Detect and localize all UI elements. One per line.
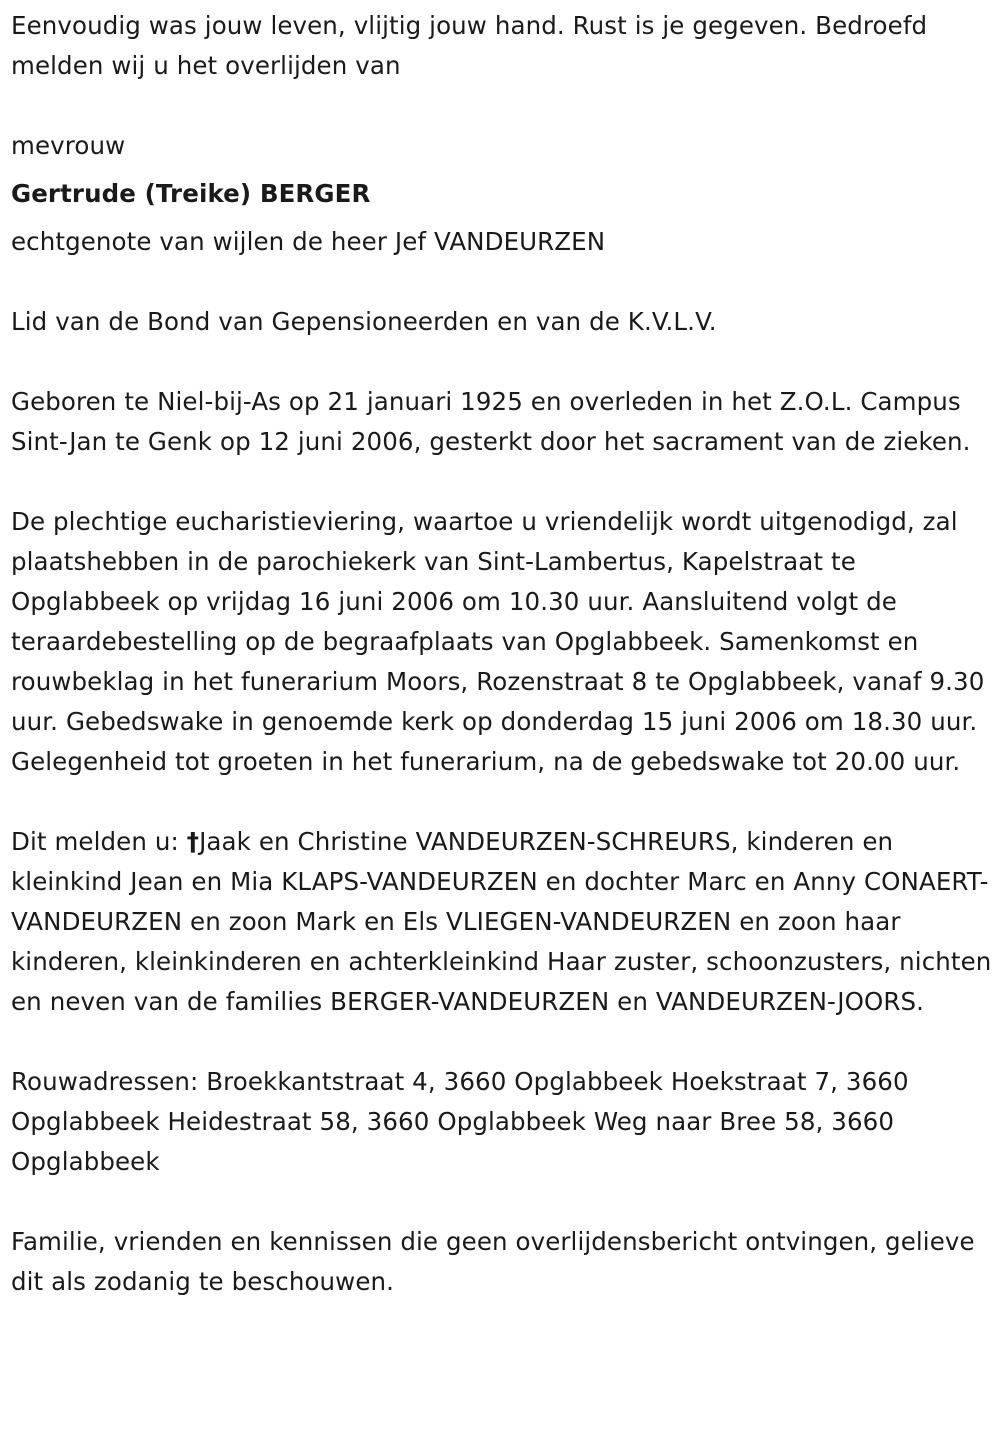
- spacer: [11, 1022, 996, 1062]
- addresses-text: Rouwadressen: Broekkantstraat 4, 3660 Opglabbeek Hoekstraat 7, 3660 Opglabbeek Heidestraat 58, 3660 Opglabbeek Weg naar Bree 58, 3660 Opglabbeek: [11, 1067, 909, 1176]
- spacer: [11, 462, 996, 502]
- spacer: [11, 262, 996, 302]
- family-prefix: Dit melden u:: [11, 827, 187, 856]
- membership-text: Lid van de Bond van Gepensioneerden en van de K.V.L.V.: [11, 307, 717, 336]
- ceremony-text: De plechtige eucharistieviering, waartoe u vriendelijk wordt uitgenodigd, zal plaatshebben in de parochiekerk van Sint-Lambertus, Kapelstraat te Opglabbeek op vrijdag 16 juni 2006 om 10.30 uur. Aansluitend volgt de teraardebestelling op de begraafplaats van Opglabbeek. Samenkomst en rouwbeklag in het funerarium Moors, Rozenstraat 8 te Opglabbeek, vanaf 9.30 uur. Gebedswake in genoemde kerk op donderdag 15 juni 2006 om 18.30 uur. Gelegenheid tot groeten in het funerarium, na de gebedswake tot 20.00 uur.: [11, 507, 985, 776]
- birth-death-text: Geboren te Niel-bij-As op 21 januari 1925 en overleden in het Z.O.L. Campus Sint-Jan te Genk op 12 juni 2006, gesterkt door het sacrament van de zieken.: [11, 387, 971, 456]
- cross-icon: †: [186, 827, 200, 856]
- obituary-document: [11, 6, 996, 1302]
- family-text: [11, 822, 996, 1022]
- intro-text: Eenvoudig was jouw leven, vlijtig jouw hand. Rust is je gegeven. Bedroefd melden wij u het overlijden van: [11, 11, 928, 80]
- deceased-name: Gertrude (Treike) BERGER: [11, 179, 371, 208]
- family-names: Jaak en Christine VANDEURZEN-SCHREURS, kinderen en kleinkind Jean en Mia KLAPS-VANDEURZEN en dochter Marc en Anny CONAERT-VANDEURZEN en zoon Mark en Els VLIEGEN-VANDEURZEN en zoon haar kinderen, kleinkinderen en achterkleinkind Haar zuster, schoonzusters, nichten en neven van de families BERGER-VANDEURZEN en VANDEURZEN-JOORS.: [11, 827, 992, 1016]
- spacer: [11, 342, 996, 382]
- honorific: mevrouw: [11, 131, 126, 160]
- spacer: [11, 1182, 996, 1222]
- spacer: [11, 86, 996, 126]
- spouse-line: echtgenote van wijlen de heer Jef VANDEURZEN: [11, 227, 606, 256]
- closing-text: Familie, vrienden en kennissen die geen overlijdensbericht ontvingen, gelieve dit als zodanig te beschouwen.: [11, 1227, 975, 1296]
- spacer: [11, 782, 996, 822]
